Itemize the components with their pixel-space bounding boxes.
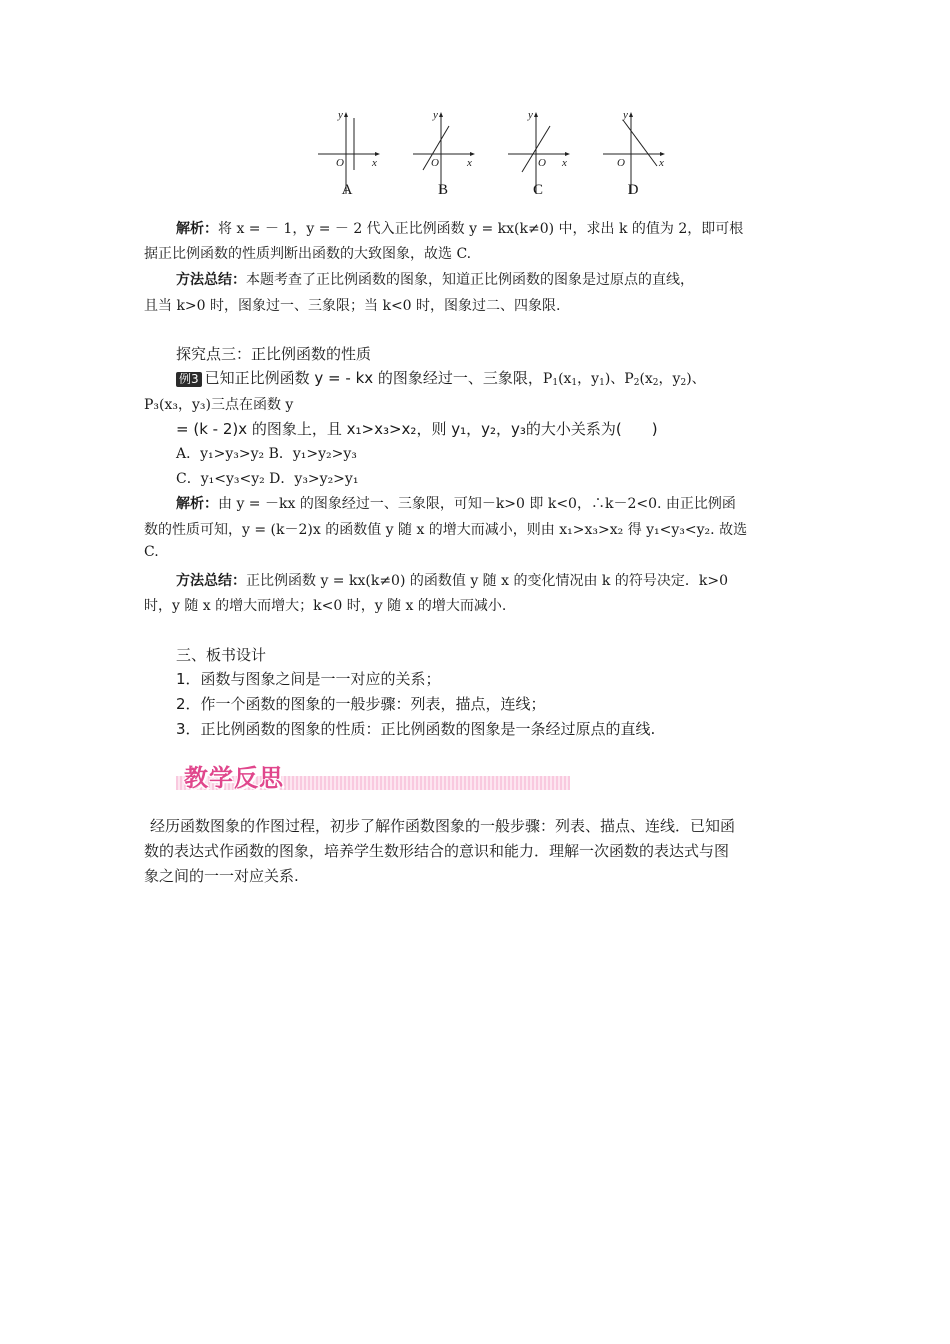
example-3-line-2: P₃(x₃，y₃)三点在函数 y: [144, 397, 294, 413]
summary-1-line-1: [176, 269, 694, 289]
board-item-1: 1．函数与图象之间是一一对应的关系；: [176, 670, 441, 688]
graph-label-a: A: [341, 182, 353, 198]
example-text: 已知正比例函数 y = - kx 的图象经过一、三象限，: [204, 369, 543, 387]
y-axis-label: y: [528, 109, 533, 121]
example-3-line-3: = (k - 2)x 的图象上，且 x₁>x₃>x₂，则 y₁，y₂，y₃的大小关系为( ): [176, 420, 658, 438]
graph-label-b: B: [437, 182, 448, 198]
summary-label: 方法总结：: [176, 272, 246, 288]
analysis-2-line-2: 数的性质可知，y = (k－2)x 的函数值 y 随 x 的增大而减小，则由 x₁>x₃>x₂ 得 y₁<y₃<y₂. 故选: [144, 522, 748, 538]
summary-2-line-2: 时，y 随 x 的增大而增大；k<0 时，y 随 x 的增大而减小.: [144, 598, 507, 614]
option-a-b: A．y₁>y₃>y₂ B．y₁>y₂>y₃: [176, 446, 357, 462]
summary-1-line-2: 且当 k>0 时，图象过一、三象限；当 k<0 时，图象过二、四象限.: [144, 298, 561, 314]
analysis-1-line-2: 据正比例函数的性质判断出函数的大致图象，故选 C.: [144, 246, 472, 262]
y-axis-label: y: [433, 109, 438, 121]
summary-text: 正比例函数 y = kx(k≠0) 的函数值 y 随 x 的变化情况由 k 的符号决定．k>0: [246, 573, 728, 589]
summary-label: 方法总结：: [176, 573, 246, 589]
analysis-label: 解析：: [176, 496, 218, 512]
board-item-3: 3．正比例函数的图象的性质：正比例函数的图象是一条经过原点的直线.: [176, 720, 656, 738]
analysis-2-line-1: [176, 493, 736, 513]
analysis-text: 将 x = － 1，y = － 2 代入正比例函数 y = kx(k≠0) 中，求出 k 的值为 2，即可根: [218, 221, 744, 237]
summary-2-line-1: [176, 570, 728, 590]
reflection-line-3: 象之间的一一对应关系.: [144, 867, 299, 885]
banner-title: 教学反思: [184, 764, 284, 792]
x-axis-label: x: [467, 157, 472, 169]
board-item-2: 2．作一个函数的图象的一般步骤：列表，描点，连线；: [176, 695, 546, 713]
analysis-1-line-1: [176, 218, 743, 238]
section-title: 探究点三：正比例函数的性质: [176, 345, 372, 363]
option-c-d: C．y₁<y₃<y₂ D．y₃>y₂>y₁: [176, 471, 359, 487]
analysis-label: 解析：: [176, 221, 218, 237]
reflection-line-1: 经历函数图象的作图过程，初步了解作函数图象的一般步骤：列表、描点、连线．已知函: [150, 817, 736, 835]
x-axis-label: x: [372, 157, 377, 169]
x-axis-label: x: [562, 157, 567, 169]
graph-label-c: C: [532, 182, 543, 198]
origin-label: O: [538, 157, 546, 169]
example-3-line-1: [176, 367, 706, 388]
y-axis-label: y: [623, 109, 628, 121]
analysis-2-line-3: C.: [144, 544, 159, 560]
graph-label-d: D: [627, 182, 639, 198]
summary-text: 本题考查了正比例函数的图象，知道正比例函数的图象是过原点的直线，: [246, 272, 694, 288]
analysis-text: 由 y = －kx 的图象经过一、三象限，可知－k>0 即 k<0，∴k－2<0. 由正比例函: [218, 496, 736, 512]
y-axis-label: y: [338, 109, 343, 121]
reflection-line-2: 数的表达式作函数的图象，培养学生数形结合的意识和能力．理解一次函数的表达式与图: [144, 842, 730, 860]
origin-label: O: [431, 157, 439, 169]
origin-label: O: [617, 157, 625, 169]
board-title: 三、板书设计: [176, 646, 267, 664]
example-point-1: $P_1(x_1$，$y_1$)、$P_2(x_2$，$y_2$)、: [542, 371, 706, 388]
reflection-banner: [176, 758, 570, 794]
origin-label: O: [336, 157, 344, 169]
example-badge: 例3: [176, 372, 202, 387]
x-axis-label: x: [659, 157, 664, 169]
